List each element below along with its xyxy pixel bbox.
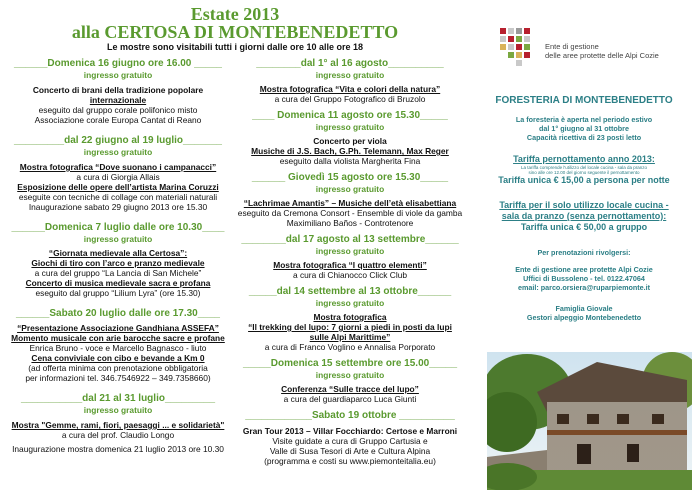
info-line: Capacità ricettiva di 23 posti letto: [526, 133, 642, 142]
event-line: Associazione corale Europa Cantat di Reano: [34, 115, 202, 125]
event-line: Concerto di musica medievale sacra e profana: [25, 278, 211, 288]
poster-title-line1: Estate 2013: [190, 4, 280, 24]
event-line: per informazioni tel. 346.7546922 – 349.7358660): [25, 373, 211, 383]
event-heading: ______Sabato 20 luglio dalle ore 17.30____: [15, 308, 220, 319]
event-20-july: [4, 308, 232, 383]
contact-line: Ente di gestione aree protette Alpi Cozie: [515, 265, 653, 274]
opening-info: [478, 115, 690, 142]
event-21-july: [4, 393, 232, 454]
event-17-august: [236, 234, 464, 280]
tariff-block: [478, 154, 690, 186]
event-subheading: ingresso gratuito: [315, 246, 385, 256]
foresteria-title: FORESTERIA DI MONTEBENEDETTO: [495, 95, 673, 106]
booking-title: Per prenotazioni rivolgersi:: [537, 248, 631, 257]
event-line: Maximiliano Baños - Controtenore: [286, 218, 414, 228]
event-1-august: [236, 58, 464, 104]
poster-subtitle: Le mostre sono visitabili tutti i giorni dalle ore 10 alle ore 18: [106, 42, 364, 52]
event-line: “Lachrimae Amantis” – Musiche dell’età elisabettiana: [243, 198, 457, 208]
event-line: a cura di Chianocco Click Club: [292, 270, 408, 280]
manager-line: Gestori alpeggio Montebenedetto: [526, 313, 642, 322]
event-line: Inaugurazione mostra domenica 21 luglio 2013 ore 10.30: [12, 444, 224, 454]
booking-header: [478, 248, 690, 257]
kitchen-title: Tariffa per il solo utilizzo locale cucina -: [499, 200, 669, 210]
kitchen-tariff-block: [478, 200, 690, 233]
event-heading: ____ Domenica 11 agosto ore 15.30_____: [252, 110, 448, 121]
event-15-september: [236, 358, 464, 404]
event-line: (programma e costi su www.piemonteitalia.eu): [264, 456, 436, 466]
event-heading: ________dal 17 agosto al 13 settembre______: [241, 234, 459, 245]
event-line: Giochi di tiro con l’arco e pranzo medievale: [31, 258, 205, 268]
event-subheading: ingresso gratuito: [83, 70, 153, 80]
park-authority-name: [545, 42, 659, 60]
poster-title-line2: alla CERTOSA DI MONTEBENEDETTO: [71, 22, 399, 42]
event-line: eseguito dal gruppo “Lilium Lyra” (ore 15.30): [35, 288, 201, 298]
contact-email: email: parco.orsiera@ruparpiemonte.it: [517, 283, 651, 292]
event-line: a cura di Franco Voglino e Annalisa Porporato: [264, 342, 436, 352]
event-heading: ______Domenica 7 luglio dalle ore 10.30____: [11, 222, 225, 233]
booking-contacts: [478, 265, 690, 292]
event-line: Mostra fotografica “Dove suonano i campanacci”: [19, 162, 217, 172]
event-subheading: ingresso gratuito: [315, 122, 385, 132]
event-7-july: [4, 222, 232, 298]
event-line: Mostra "Gemme, rami, fiori, paesaggi ... e solidarietà": [11, 420, 225, 430]
event-heading: ______Domenica 16 giugno ore 16.00 _____: [14, 58, 222, 69]
park-logo: [498, 22, 538, 74]
event-subheading: ingresso gratuito: [83, 405, 153, 415]
middle-column: [236, 58, 464, 466]
event-line: Enrica Bruno - voce e Marcello Bagnasco - liuto: [29, 343, 207, 353]
event-line: eseguite con tecniche di collage con materiali naturali: [18, 192, 218, 202]
event-subheading: ingresso gratuito: [315, 184, 385, 194]
left-column: [4, 58, 232, 454]
event-line: a cura del Gruppo Fotografico di Bruzolo: [274, 94, 426, 104]
event-22-june: [4, 135, 232, 212]
event-line: a cura del prof. Claudio Longo: [61, 430, 175, 440]
event-line: Inaugurazione sabato 29 giugno 2013 ore 15.30: [28, 202, 208, 212]
event-subheading: ingresso gratuito: [315, 298, 385, 308]
event-line: internazionale: [89, 95, 147, 105]
event-16-june: [4, 58, 232, 125]
event-line: a cura del gruppo “La Lancia di San Michele”: [34, 268, 202, 278]
event-heading: ____________Sabato 19 ottobre __________: [245, 410, 455, 421]
tariff-value: Tariffa unica € 15,00 a persona per notte: [498, 175, 670, 185]
event-line: a cura del guardiaparco Luca Giunti: [283, 394, 417, 404]
manager-line: Famiglia Giovale: [555, 304, 613, 313]
certosa-building-photo: [487, 352, 692, 490]
info-line: La foresteria è aperta nel periodo estivo: [515, 115, 653, 124]
event-subheading: ingresso gratuito: [83, 234, 153, 244]
event-line: eseguito dal gruppo corale polifonico misto: [38, 105, 198, 115]
kitchen-value: Tariffa unica € 50,00 a gruppo: [520, 222, 648, 232]
event-11-august: [236, 110, 464, 166]
ente-line: delle aree protette delle Alpi Cozie: [545, 51, 659, 60]
event-heading: ___________dal 21 al 31 luglio_________: [20, 393, 216, 404]
event-line: Esposizione delle opere dell’artista Marina Coruzzi: [17, 182, 219, 192]
event-subheading: ingresso gratuito: [315, 370, 385, 380]
event-heading: _____dal 14 settembre al 13 ottobre______: [248, 286, 452, 297]
managers-block: [478, 304, 690, 322]
event-14-september: [236, 286, 464, 352]
info-line: dal 1° giugno al 31 ottobre: [539, 124, 629, 133]
event-line: Concerto per viola: [313, 136, 387, 146]
event-line: “Giornata medievale alla Certosa”:: [48, 248, 188, 258]
event-heading: _____Domenica 15 settembre ore 15.00_____: [242, 358, 458, 369]
event-subheading: ingresso gratuito: [83, 147, 153, 157]
ente-line: Ente di gestione: [545, 42, 599, 51]
event-line: Conferenza “Sulle tracce del lupo”: [281, 384, 419, 394]
contact-line: Uffici di Bussoleno - tel. 0122.47064: [523, 274, 645, 283]
event-subheading: ingresso gratuito: [315, 70, 385, 80]
event-line: Visite guidate a cura di Gruppo Cartusia e: [272, 436, 428, 446]
event-line: eseguito dalla violista Margherita Fina: [279, 156, 421, 166]
tariff-note: La tariffa comprende l'utilizzo del locale cucina - sala da pranzo: [520, 165, 648, 170]
event-19-october: [236, 410, 464, 466]
event-line: eseguito da Cremona Consort - Ensemble di viole da gamba: [237, 208, 463, 218]
event-line: Concerto di brani della tradizione popolare: [32, 85, 204, 95]
event-line: Mostra fotografica “Vita e colori della natura”: [259, 84, 441, 94]
event-line: Valle di Susa Tesori di Arte e Cultura Alpina: [269, 446, 431, 456]
event-15-august: [236, 172, 464, 228]
event-line: Mostra fotografica: [313, 312, 387, 322]
event-heading: ______ Giovedì 15 agosto ore 15.30_____: [251, 172, 449, 183]
event-line: Mostra fotografica “I quattro elementi”: [273, 260, 427, 270]
event-heading: ________dal 1° al 16 agosto__________: [256, 58, 444, 69]
event-line: (ad offerta minima con prenotazione obbligatoria: [28, 363, 208, 373]
tariff-title: Tariffa pernottamento anno 2013:: [513, 154, 655, 164]
event-line: Momento musicale con arie barocche sacre e profane: [11, 333, 225, 343]
event-line: Gran Tour 2013 – Villar Focchiardo: Certose e Marroni: [242, 426, 458, 436]
tariff-note: sino alle ore 12.00 del giorno seguente il pernottamento: [528, 170, 640, 175]
event-line: a cura di Giorgia Allais: [76, 172, 160, 182]
event-line: Cena conviviale con cibo e bevande a Km 0: [31, 353, 205, 363]
kitchen-title: sala da pranzo (senza pernottamento):: [501, 211, 667, 221]
event-line: “Presentazione Associazione Gandhiana ASSEFA”: [17, 323, 219, 333]
event-line: “Il trekking del lupo: 7 giorni a piedi in posti da lupi: [248, 322, 452, 332]
event-line: sulle Alpi Marittime”: [309, 332, 391, 342]
event-line: Musiche di J.S. Bach, G.Ph. Telemann, Max Reger: [251, 146, 449, 156]
event-heading: _________dal 22 giugno al 19 luglio_______: [14, 135, 222, 146]
